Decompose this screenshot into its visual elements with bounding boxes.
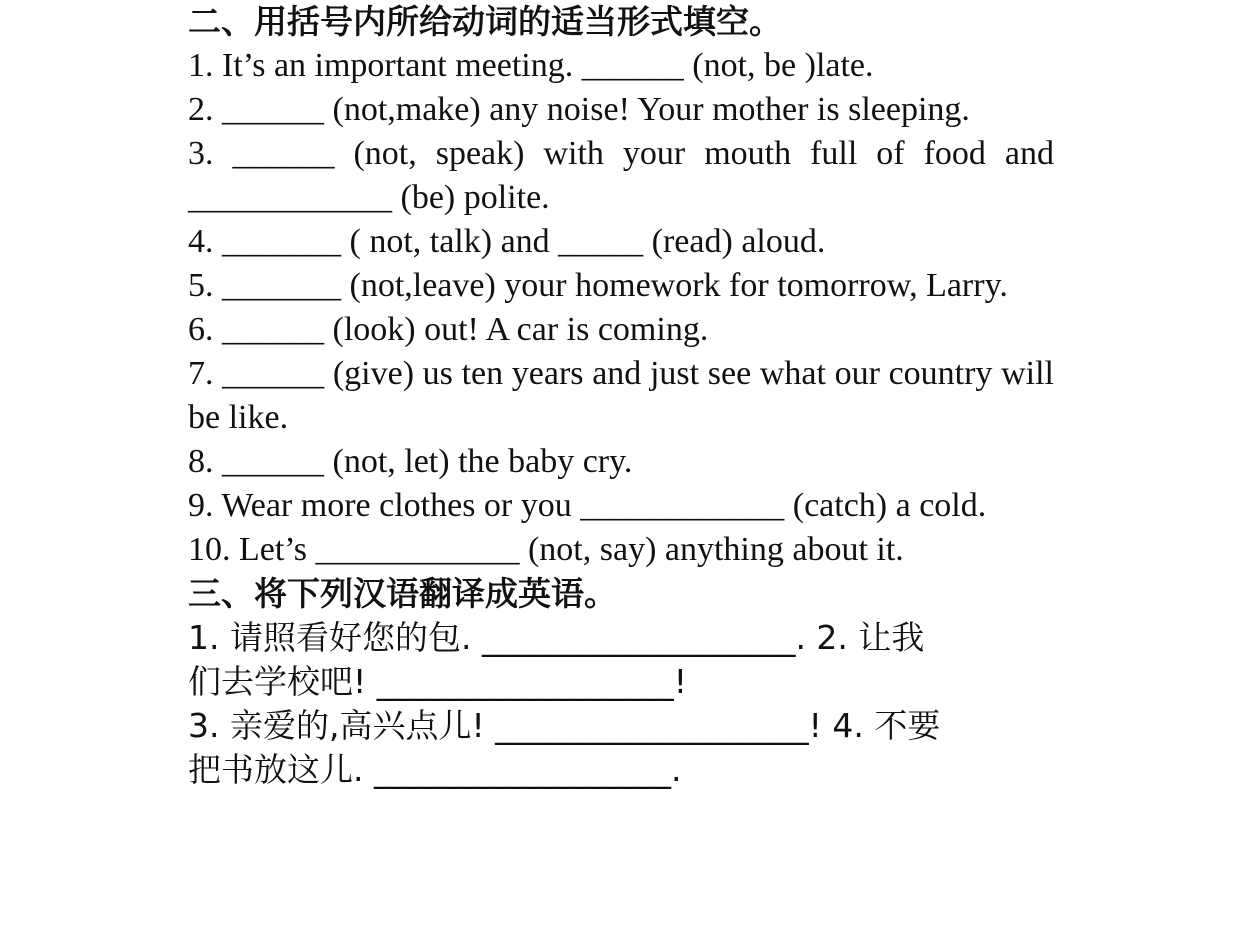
exercise-item-9: 9. Wear more clothes or you ____________ (catch) a cold. — [188, 487, 987, 524]
translation-line-3: 3. 亲爱的,高兴点儿! ___________________! 4. 不要 — [188, 706, 941, 745]
section-2-heading: 二、用括号内所给动词的适当形式填空。 — [188, 2, 782, 41]
worksheet-page — [188, 0, 1054, 792]
translation-line-1: 1. 请照看好您的包. ___________________. 2. 让我 — [188, 618, 925, 657]
exercise-item-1: 1. It’s an important meeting. ______ (not, be )late. — [188, 47, 874, 84]
translation-block — [188, 616, 1054, 792]
translation-line-4: 把书放这儿. __________________. — [188, 750, 682, 789]
exercise-item-3: 3. ______ (not, speak) with your mouth full of food and ____________ (be) polite. — [188, 135, 1054, 216]
exercise-item-6: 6. ______ (look) out! A car is coming. — [188, 311, 709, 348]
exercise-item-4: 4. _______ ( not, talk) and _____ (read) aloud. — [188, 223, 826, 260]
exercise-item-10: 10. Let’s ____________ (not, say) anything about it. — [188, 531, 904, 568]
section-3-heading: 三、将下列汉语翻译成英语。 — [188, 574, 617, 613]
translation-line-2: 们去学校吧! __________________! — [188, 662, 687, 701]
exercise-item-7: 7. ______ (give) us ten years and just see what our country will be like. — [188, 355, 1054, 436]
exercise-item-8: 8. ______ (not, let) the baby cry. — [188, 443, 633, 480]
exercise-item-2: 2. ______ (not,make) any noise! Your mother is sleeping. — [188, 91, 970, 128]
exercise-item-5: 5. _______ (not,leave) your homework for tomorrow, Larry. — [188, 267, 1008, 304]
